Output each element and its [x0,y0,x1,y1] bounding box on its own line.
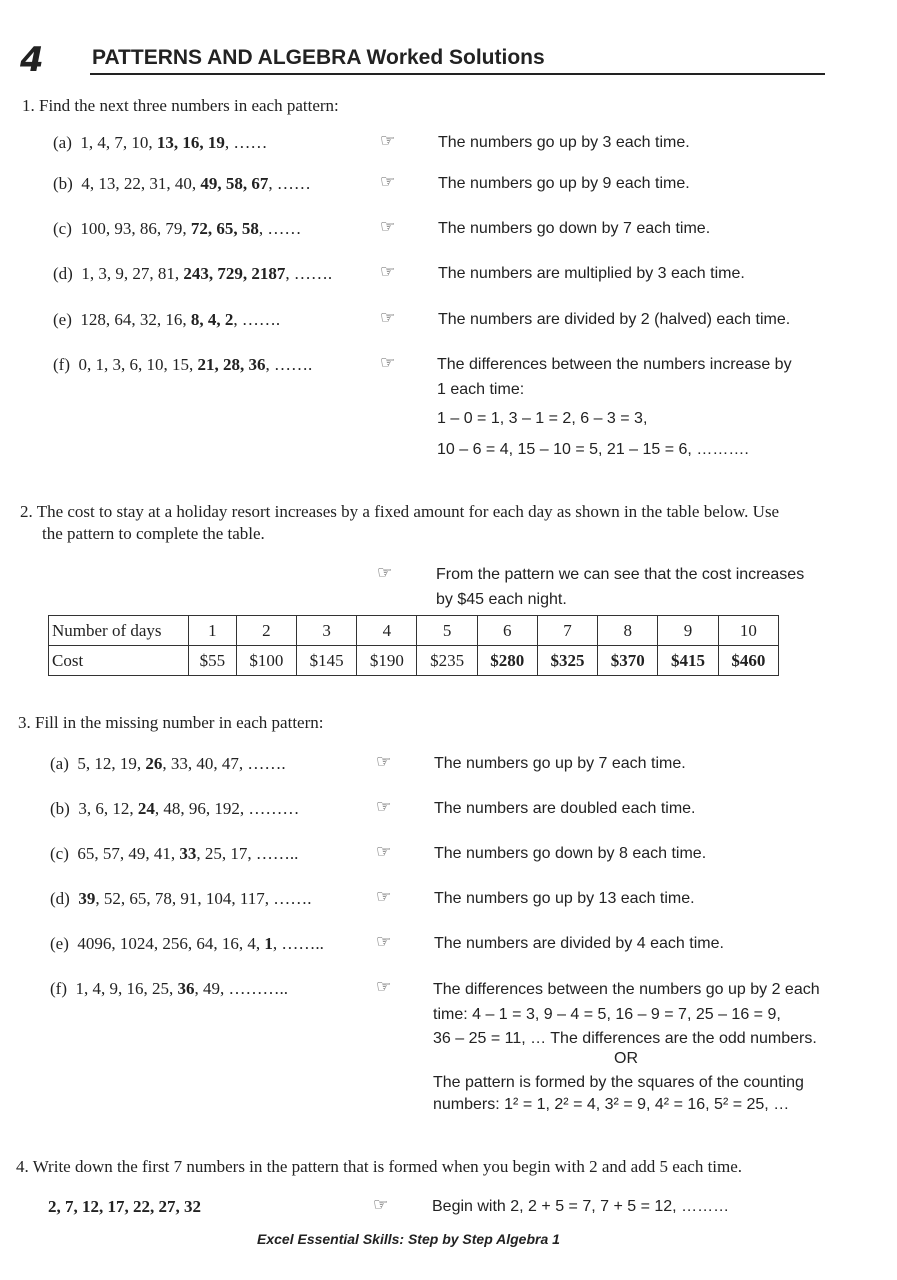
q2-prompt-line1: 2. The cost to stay at a holiday resort increases by a fixed amount for each day as shown in the table below. Use [20,502,780,521]
explanation-note: The numbers are doubled each time. [434,800,696,817]
pattern-dots: , ……. [285,264,333,283]
pattern-answer: 33 [179,844,197,863]
pointing-hand-icon: ☞ [380,308,396,328]
q4-prompt: 4. Write down the first 7 numbers in the pattern that is formed when you begin with 2 and add 5 each time. [16,1157,743,1176]
row-header: Number of days [49,616,189,646]
explanation-line: time: 4 – 1 = 3, 9 – 4 = 5, 16 – 9 = 7, 25 – 16 = 9, [433,1006,781,1023]
explanation-note: The numbers go down by 8 each time. [434,845,707,862]
row-header: Cost [49,646,189,676]
day-cell: 3 [296,616,356,646]
pattern-answer: 49, 58, 67 [200,174,269,193]
day-cell: 10 [718,616,778,646]
explanation-line: 10 – 6 = 4, 15 – 10 = 5, 21 – 15 = 6, ………. [437,441,749,458]
q2-prompt-line2: the pattern to complete the table. [42,524,265,543]
explanation-note: The numbers go down by 7 each time. [438,220,711,237]
cost-answer-cell: $460 [718,646,778,676]
q2-note-line1: From the pattern we can see that the cost increases [436,566,805,583]
pattern-answer: 13, 16, 19 [156,133,225,152]
pattern-answer: 2, 7, 12, 17, 22, 27, 32 [48,1197,201,1216]
explanation-note: The numbers go up by 3 each time. [438,134,690,151]
pattern-answer: 24 [137,799,155,818]
pointing-hand-icon: ☞ [380,217,396,237]
item-label: (a) [50,754,69,773]
pointing-hand-icon: ☞ [376,752,392,772]
explanation-note: The numbers go up by 7 each time. [434,755,686,772]
cost-answer-cell: $415 [658,646,718,676]
q2-note-line2: by $45 each night. [436,591,567,608]
cost-answer-cell: $370 [598,646,658,676]
item-label: (d) [53,264,73,283]
pattern-given: 1, 4, 7, 10, [80,133,157,152]
item-label: (f) [53,355,70,374]
cost-cell: $100 [236,646,296,676]
pointing-hand-icon: ☞ [376,887,392,907]
pattern-after: , 25, 17, …….. [196,844,299,863]
pattern-before: 1, 4, 9, 16, 25, [75,979,178,998]
q1-prompt: 1. Find the next three numbers in each pattern: [22,96,339,115]
pattern-before: 5, 12, 19, [77,754,146,773]
pattern-given: 0, 1, 3, 6, 10, 15, [78,355,198,374]
pointing-hand-icon: ☞ [373,1195,389,1215]
header-divider [90,73,825,75]
day-cell: 5 [417,616,477,646]
cost-cell: $145 [296,646,356,676]
table-row [49,646,779,676]
chapter-number: 4 [20,40,44,80]
page-footer: Excel Essential Skills: Step by Step Algebra 1 [257,1231,560,1247]
pattern-before: 3, 6, 12, [78,799,138,818]
page-title: PATTERNS AND ALGEBRA Worked Solutions [92,46,545,69]
pattern-dots: , …… [224,133,268,152]
pattern-given: 1, 3, 9, 27, 81, [81,264,184,283]
item-label: (c) [53,219,72,238]
day-cell: 2 [236,616,296,646]
explanation-note: The numbers go up by 9 each time. [438,175,690,192]
item-label: (b) [50,799,70,818]
item-label: (a) [53,133,72,152]
pattern-after: , 33, 40, 47, ……. [162,754,286,773]
pattern-dots: , …… [258,219,302,238]
pointing-hand-icon: ☞ [376,977,392,997]
explanation-line: 1 each time: [437,381,525,398]
explanation-note: The differences between the numbers go up by 2 each [433,981,820,998]
pointing-hand-icon: ☞ [380,131,396,151]
day-cell: 6 [477,616,537,646]
pattern-dots: , …… [268,174,311,193]
pointing-hand-icon: ☞ [376,932,392,952]
cost-cell: $55 [189,646,237,676]
pointing-hand-icon: ☞ [376,842,392,862]
pattern-before: 4096, 1024, 256, 64, 16, 4, [77,934,265,953]
day-cell: 7 [537,616,597,646]
q3-prompt: 3. Fill in the missing number in each pattern: [18,713,324,732]
item-label: (d) [50,889,70,908]
item-label: (e) [53,310,72,329]
pointing-hand-icon: ☞ [376,797,392,817]
day-cell: 4 [357,616,417,646]
cost-cell: $190 [357,646,417,676]
pattern-given: 128, 64, 32, 16, [80,310,191,329]
explanation-line: numbers: 1² = 1, 2² = 4, 3² = 9, 4² = 16, 5² = 25, … [433,1096,790,1113]
pattern-after: , …….. [272,934,324,953]
explanation-note: The differences between the numbers increase by [437,356,792,373]
explanation-note: The numbers are divided by 4 each time. [434,935,724,952]
pattern-after: , 49, ……….. [194,979,288,998]
pattern-after: , 48, 96, 192, ……… [154,799,300,818]
explanation-line: 1 – 0 = 1, 3 – 1 = 2, 6 – 3 = 3, [437,410,648,427]
explanation-line: 36 – 25 = 11, … The differences are the odd numbers. [433,1030,817,1047]
pattern-answer: 36 [177,979,195,998]
day-cell: 8 [598,616,658,646]
pattern-before: 65, 57, 49, 41, [77,844,180,863]
item-label: (e) [50,934,69,953]
pattern-answer: 26 [145,754,163,773]
pattern-given: 4, 13, 22, 31, 40, [81,174,201,193]
pattern-after: , 52, 65, 78, 91, 104, 117, ……. [95,889,312,908]
cost-answer-cell: $325 [537,646,597,676]
item-label: (f) [50,979,67,998]
pattern-dots: , ……. [265,355,313,374]
pointing-hand-icon: ☞ [380,262,396,282]
day-cell: 1 [189,616,237,646]
q4-note: Begin with 2, 2 + 5 = 7, 7 + 5 = 12, ……… [432,1198,730,1215]
q4-answer [48,1197,201,1217]
cost-answer-cell: $280 [477,646,537,676]
explanation-note: The numbers are divided by 2 (halved) each time. [438,311,791,328]
day-cell: 9 [658,616,718,646]
pattern-answer: 243, 729, 2187 [183,264,286,283]
pattern-given: 100, 93, 86, 79, [80,219,191,238]
explanation-note: The numbers go up by 13 each time. [434,890,695,907]
item-label: (c) [50,844,69,863]
pattern-answer: 8, 4, 2 [190,310,234,329]
explanation-line: The pattern is formed by the squares of the counting [433,1074,804,1091]
pattern-answer: 72, 65, 58 [190,219,259,238]
pattern-dots: , ……. [233,310,281,329]
pattern-answer: 21, 28, 36 [197,355,266,374]
table-row [49,616,779,646]
cost-cell: $235 [417,646,477,676]
pointing-hand-icon: ☞ [380,172,396,192]
item-label: (b) [53,174,73,193]
explanation-note: The numbers are multiplied by 3 each time. [438,265,745,282]
pattern-answer: 39 [78,889,96,908]
cost-table [48,615,779,676]
pattern-answer: 1 [264,934,273,953]
pointing-hand-icon: ☞ [380,353,396,373]
pointing-hand-icon: ☞ [377,563,393,583]
or-separator: OR [614,1050,638,1067]
